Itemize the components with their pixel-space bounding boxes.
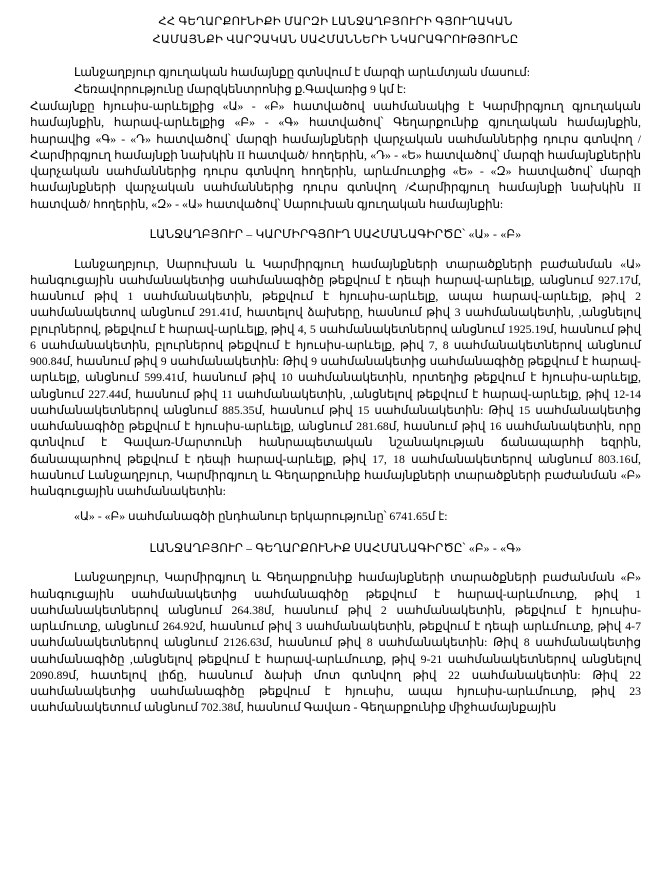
section-1-title: ԼԱՆՋԱՂԲՅՈՒՐ – ԿԱՐՄԻՐԳՅՈՒՂ ՍԱՀՄԱՆԱԳԻՐԾԸ՝ «Ա» - «Բ» bbox=[149, 227, 522, 242]
header-line-2: ՀԱՄԱՅՆՔԻ ՎԱՐՉԱԿԱՆ ՍԱՀՄԱՆՆԵՐԻ ՆԿԱՐԱԳՐՈՒԹՅՈՒՆԸ bbox=[152, 33, 519, 46]
spacer bbox=[30, 501, 641, 508]
section-1-paragraph-1: Լանջաղբյուր, Սարուխան և Կարմիրգյուղ համայնքների տարածքների բաժանման «Ա» հանգուցային սահմանակետից սահմանագիծը թեքվում է դեպի հարավ-արևելք, անցնում 927.17մ, հասնում թիվ 1 սահմանակետին, թեքվում է հյուսիս-արևելք, ապա հարավ-արևելք, թիվ 2 սահմանակետով անցնում 291.41մ, հատելով ձախերը, հասնում թիվ 3 սահմանակետին, ,անցնելով բլուրներով, թեքվում է հարավ-արևելք, թիվ 4, 5 սահմանակետներով անցնում 1925.19մ, հասնում թիվ 6 սահմանակետին, բլուրներով թեքվում է հյուսիս-արևելք, թիվ 7, 8 սահմանակետներով անցնում 900.84մ, հասնում թիվ 9 սահմանակետին: Թիվ 9 սահմանակետից սահմանագիծը թեքվում է հարավ-արևելք, անցնում 599.41մ, հասնում թիվ 10 սահմանակետին, որտեղից թեքվում է հյուսիս-արևելք, անցնում 227.44մ, հասնում թիվ 11 սահմանակետին, ,անցնելով թեքվում է հարավ-արևելք, թիվ 12-14 սահմանակետներով անցնում 885.35մ, հասնում թիվ 15 սահմանակետին: Թիվ 15 սահմանակետից սահմանագիծը թեքվում է հյուսիս-արևելք, անցնում 281.68մ, հասնում թիվ 16 սահմանակետին, որը գտնվում է Գավառ-Մարտունի հանրապետական նշանակության ճանապարհի եզրին, ճանապարհով թեքվում է դեպի հարավ-արևելք, թիվ 17, 18 սահմանակետերով անցնում 803.16մ, հասնում Լանջաղբյուր, Կարմիրգյուղ և Գեղարքունիք համայնքների տարածքների բաժանման «Բ» հանգուցային սահմանակետին: bbox=[30, 256, 641, 499]
spacer bbox=[30, 556, 641, 569]
intro-paragraph-1: Լանջաղբյուր գյուղական համայնքը գտնվում է մարզի արևմտյան մասում: bbox=[74, 64, 531, 79]
intro-paragraph-2: Հեռավորությունը մարզկենտրոնից ք.Գավառից 9 կմ է: bbox=[74, 81, 407, 96]
spacer bbox=[30, 524, 641, 540]
intro-paragraph-3: Համայնքը հյուսիս-արևելքից «Ա» - «Բ» հատվածով սահմանակից է Կարմիրգյուղ գյուղական համայնքին, հարավ-արևելքից «Բ» - «Գ» հատվածով՝ Գեղարքունիք գյուղական համայնքին, հարավից «Գ» - «Դ» հատվածով՝ մարզի համայնքների վարչական սահմաններից դուրս գտնվող /Հարմիրգյուղ համայնքի նախկին II հատված/ հողերին, «Դ» - «Ե» հատվածով՝ մարզի համայնքներին վարչական սահմաններից դուրս գտնվող հողերին, արևմուտքից «Ե» - «Զ» հատվածով՝ մարզի համայնքների վարչական սահմաններից դուրս գտնվող /Հարմիրգյուղ համայնքի նախկին II հատված/ հողերին, «Զ» - «Ա» հատվածով՝ Սարուխան գյուղական համայնքին: bbox=[30, 99, 641, 211]
section-2-paragraph-1: Լանջաղբյուր, Կարմիրգյուղ և Գեղարքունիք համայնքների տարածքների բաժանման «Բ» հանգուցային սահմանակետից սահմանագիծը թեքվում է հարավ-արևմուտք, թիվ 1 սահմանակետներով անցնում 264.38մ, հասնում թիվ 2 սահմանակետին, թեքվում է հյուսիս-արևմուտք, անցնում 264.92մ, հասնում թիվ 3 սահմանակետին, թեքվում է դեպի արևմուտք, թիվ 4-7 սահմանակետներով անցնում 2126.63մ, հասնում թիվ 8 սահմանակետին: Թիվ 8 սահմանակետից սահմանագիծը ,անցնելով թեքվում է հարավ-արևմուտք, թիվ 9-21 սահմանակետներով անցնելով 2090.89մ, հատելով լիճը, հասնում ձախի մոտ գտնվող թիվ 22 սահմանակետին: Թիվ 22 սահմանակետից սահմանագիծը թեքվում է հյուսիս, ապա հյուսիս-արևմուտք, թիվ 23 սահմանակետում անցնում 702.38մ, հասնում Գավառ - Գեղարքունիք միջհամայնքային bbox=[30, 570, 641, 715]
section-2-title: ԼԱՆՋԱՂԲՅՈՒՐ – ԳԵՂԱՐՔՈՒՆԻՔ ՍԱՀՄԱՆԱԳԻՐԾԸ՝ «Բ» - «Գ» bbox=[149, 540, 522, 555]
spacer bbox=[30, 243, 641, 256]
spacer bbox=[30, 213, 641, 226]
section-1-total-length: «Ա» - «Բ» սահմանագծի ընդհանուր երկարությունը՝ 6741.65մ է: bbox=[74, 508, 448, 523]
document-header bbox=[30, 14, 641, 50]
header-line-1: ՀՀ ԳԵՂԱՐՔՈՒՆԻՔԻ ՄԱՐԶԻ ԼԱՆՋԱՂԲՅՈՒՐԻ ԳՅՈՒՂԱԿԱՆ bbox=[158, 16, 513, 28]
